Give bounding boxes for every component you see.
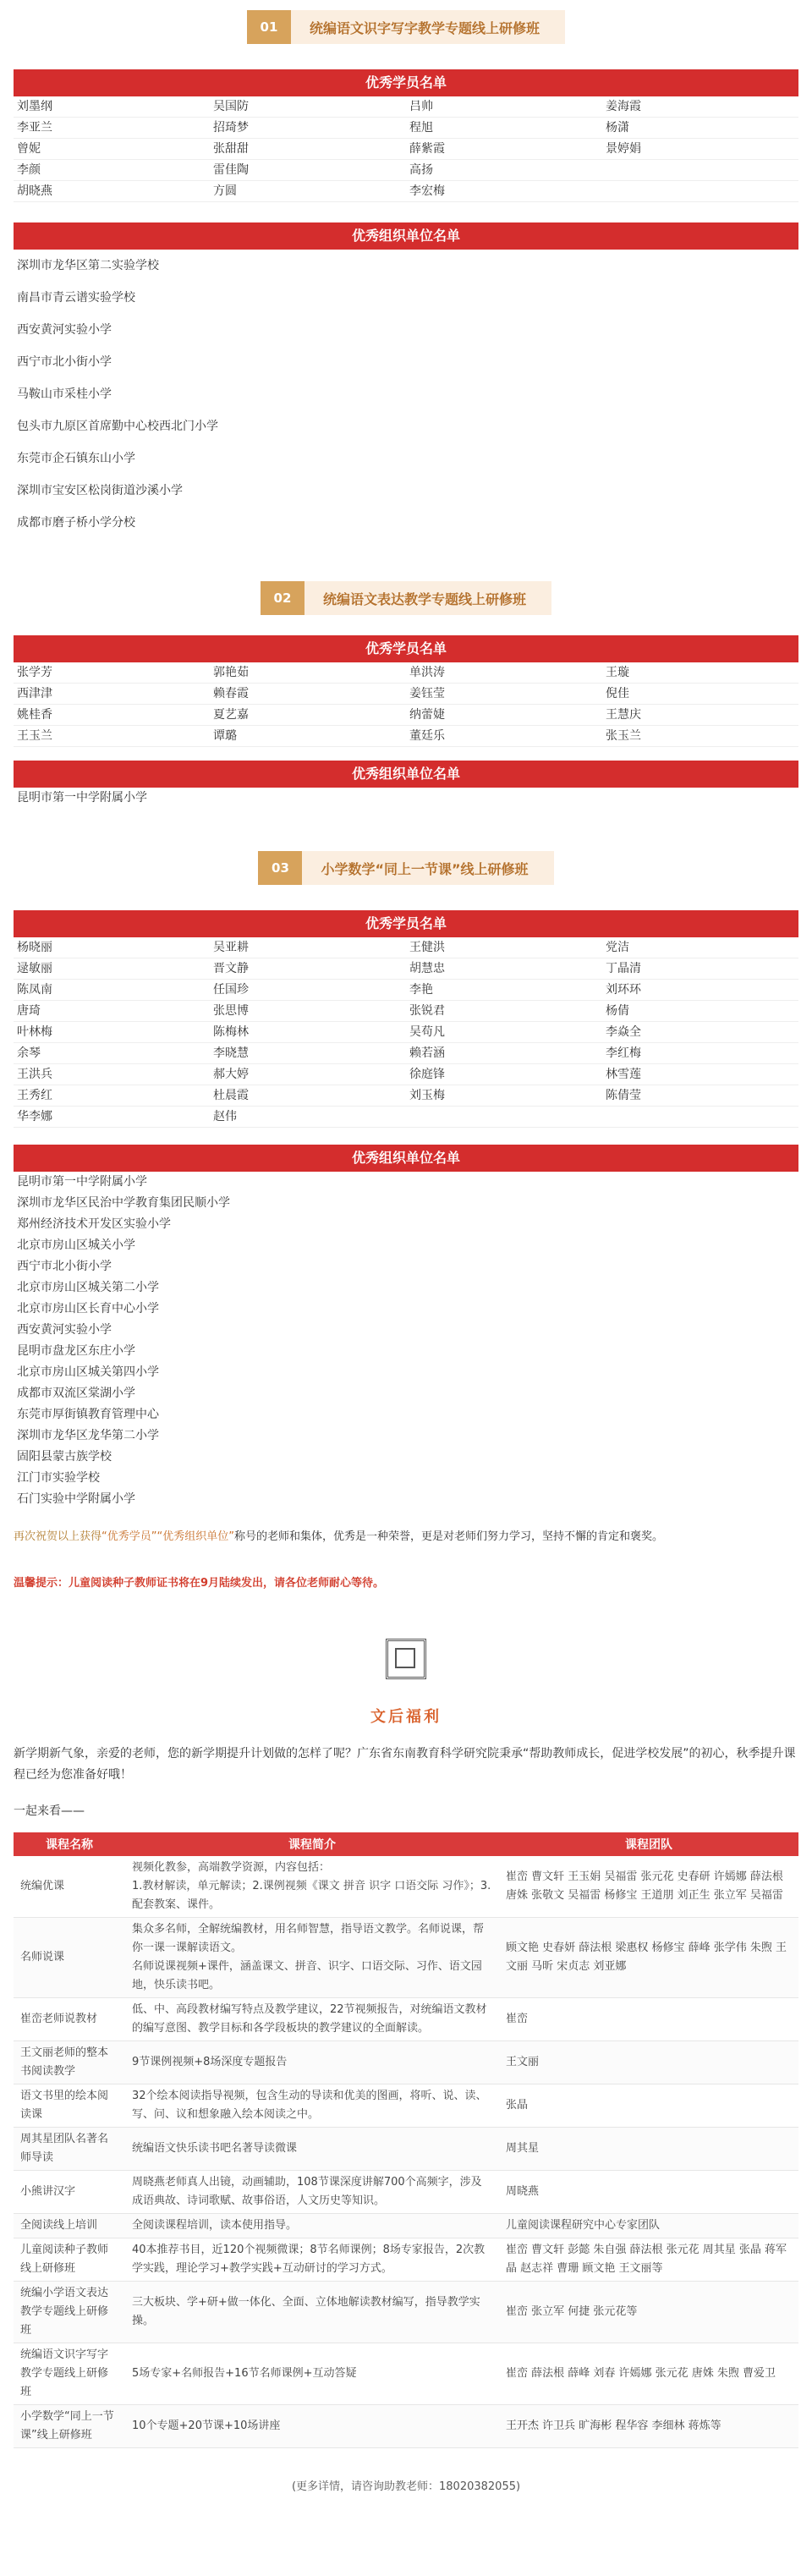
student-name: 华李娜 — [14, 1107, 210, 1128]
org-name: 北京市房山区城关第四小学 — [17, 1365, 159, 1379]
course-intro-cell: 32个绘本阅读指导视频，包含生动的导读和优美的图画，将听、说、读、写、问、议和想象融入绘本阅读之中。 — [125, 2084, 499, 2128]
welfare-title: 文后福利 — [370, 1708, 442, 1726]
student-name: 董廷乐 — [406, 726, 602, 747]
course-name-cell: 王文丽老师的整本书阅读教学 — [14, 2041, 125, 2084]
org-name: 石门实验中学附属小学 — [17, 1492, 135, 1506]
student-name: 张思博 — [210, 1001, 406, 1022]
course-intro-cell: 5场专家+名师报告+16节名师课例+互动答疑 — [125, 2343, 499, 2405]
student-name: 逯敏丽 — [14, 958, 210, 980]
org-name: 固阳县蒙古族学校 — [17, 1450, 112, 1464]
student-name: 李宏梅 — [406, 181, 602, 202]
student-name: 陈凤南 — [14, 980, 210, 1001]
student-name: 杨晓丽 — [14, 937, 210, 958]
note-part: “优秀学员”“优秀组织单位” — [102, 1530, 234, 1543]
student-name: 薛紫霞 — [406, 139, 602, 160]
reminder-note: 温馨提示：儿童阅读种子教师证书将在9月陆续发出，请各位老师耐心等待。 — [14, 1577, 385, 1590]
course-name-cell: 全阅读线上培训 — [14, 2214, 125, 2238]
student-name: 郭艳茹 — [210, 662, 406, 684]
student-name: 李亚兰 — [14, 118, 210, 139]
course-name-cell: 小熊讲汉字 — [14, 2171, 125, 2214]
course-name-cell: 语文书里的绘本阅读课 — [14, 2084, 125, 2128]
org-name: 包头市九原区首席勤中心校西北门小学 — [17, 420, 218, 433]
course-intro-cell: 三大板块、学+研+做一体化、全面、立体地解读教材编写，指导教学实操。 — [125, 2282, 499, 2343]
welfare-intro: 新学期新气象，亲爱的老师，您的新学期提升计划做的怎样了呢？广东省东南教育科学研究院秉承“帮助教师成长，促进学校发展”的初心，秋季提升课程已经为您准备好哦！ — [14, 1747, 796, 1782]
course-team-cell: 顾文艳 史春妍 薛法根 梁惠权 杨修宝 薛峰 张学伟 朱煦 王文丽 马昕 宋贞志 刘亚娜 — [499, 1918, 798, 1998]
org-name: 郑州经济技术开发区实验小学 — [17, 1217, 171, 1231]
course-team-cell: 儿童阅读课程研究中心专家团队 — [499, 2214, 798, 2238]
student-name: 姜钰莹 — [406, 684, 602, 705]
student-name: 刘墨纲 — [14, 96, 210, 118]
table-row — [14, 2214, 798, 2238]
course-team-cell: 崔峦 曹文轩 王玉娟 吴福雷 张元花 史春研 许嫣娜 薛法根 唐姝 张敬文 吴福雷 杨修宝 王道朋 刘正生 张立军 吴福雷 — [499, 1856, 798, 1918]
orgs-header: 优秀组织单位名单 — [14, 222, 798, 250]
student-name: 丁晶清 — [602, 958, 798, 980]
course-team-cell: 周晓燕 — [499, 2171, 798, 2214]
org-list — [14, 1172, 798, 1510]
student-name: 胡晓燕 — [14, 181, 210, 202]
org-name: 北京市房山区城关小学 — [17, 1239, 135, 1252]
student-name: 姜海霞 — [602, 96, 798, 118]
org-name: 成都市双流区棠湖小学 — [17, 1387, 135, 1400]
students-header: 优秀学员名单 — [14, 635, 798, 662]
section-number: 02 — [261, 581, 304, 615]
course-intro-cell: 9节课例视频+8场深度专题报告 — [125, 2041, 499, 2084]
course-intro-cell: 10个专题+20节课+10场讲座 — [125, 2405, 499, 2448]
course-intro-cell: 全阅读课程培训，读本使用指导。 — [125, 2214, 499, 2238]
student-name: 雷佳陶 — [210, 160, 406, 181]
table-row — [14, 2171, 798, 2214]
student-name: 程旭 — [406, 118, 602, 139]
student-name: 王璇 — [602, 662, 798, 684]
course-intro-cell: 视频化教参，高端教学资源，内容包括： 1.教材解读，单元解读；2.课例视频《课文 拼音 识字 口语交际 习作》；3.配套教案、课件。 — [125, 1856, 499, 1918]
course-intro-cell: 周晓燕老师真人出镜，动画辅助，108节课深度讲解700个高频字，涉及成语典故、诗词歌赋、故事俗语，人文历史等知识。 — [125, 2171, 499, 2214]
student-name: 刘环环 — [602, 980, 798, 1001]
course-name-cell: 统编小学语文表达教学专题线上研修班 — [14, 2282, 125, 2343]
org-name: 江门市实验学校 — [17, 1471, 100, 1485]
section-title-3 — [0, 851, 812, 885]
org-list — [14, 250, 798, 539]
org-name: 南昌市青云谱实验学校 — [17, 291, 135, 305]
student-name: 王秀红 — [14, 1085, 210, 1107]
col-header: 课程名称 — [14, 1832, 125, 1856]
org-name: 北京市房山区城关第二小学 — [17, 1281, 159, 1294]
student-name — [602, 181, 798, 202]
student-name: 吴国防 — [210, 96, 406, 118]
student-name: 刘玉梅 — [406, 1085, 602, 1107]
table-header-row — [14, 1832, 798, 1856]
table-row — [14, 1856, 798, 1918]
org-name: 东莞市企石镇东山小学 — [17, 452, 135, 465]
org-name: 昆明市第一中学附属小学 — [17, 1175, 147, 1189]
org-name: 深圳市龙华区龙华第二小学 — [17, 1429, 159, 1442]
course-team-cell: 崔峦 — [499, 1998, 798, 2041]
col-header: 课程简介 — [125, 1832, 499, 1856]
student-name: 单洪涛 — [406, 662, 602, 684]
course-name-cell: 统编语文识字写字教学专题线上研修班 — [14, 2343, 125, 2405]
note-part: 称号的老师和集体，优秀是一种荣誉，更是对老师们努力学习，坚持不懈的肯定和褒奖。 — [233, 1530, 663, 1543]
student-name — [602, 1107, 798, 1128]
course-name-cell: 小学数学“同上一节课”线上研修班 — [14, 2405, 125, 2448]
course-team-cell: 崔峦 曹文轩 彭懿 朱自强 薛法根 张元花 周其星 张晶 蒋军晶 赵志祥 曹珊 顾文艳 王文丽等 — [499, 2238, 798, 2282]
section-title-1 — [0, 10, 812, 44]
student-name: 王洪兵 — [14, 1064, 210, 1085]
course-team-cell: 崔峦 薛法根 薛峰 刘春 许嫣娜 张元花 唐姝 朱煦 曹爱卫 — [499, 2343, 798, 2405]
student-name: 纳蕾婕 — [406, 705, 602, 726]
student-name: 唐琦 — [14, 1001, 210, 1022]
course-team-cell: 王文丽 — [499, 2041, 798, 2084]
course-team-cell: 崔峦 张立军 何捷 张元花等 — [499, 2282, 798, 2343]
students-header: 优秀学员名单 — [14, 910, 798, 937]
table-row — [14, 2128, 798, 2171]
student-name: 王玉兰 — [14, 726, 210, 747]
course-name-cell: 统编优课 — [14, 1856, 125, 1918]
org-name: 西宁市北小街小学 — [17, 355, 112, 369]
org-name: 深圳市宝安区松岗街道沙溪小学 — [17, 484, 183, 497]
table-row — [14, 2238, 798, 2282]
course-team-cell: 王开杰 许卫兵 旷海彬 程华容 李细林 蒋炼等 — [499, 2405, 798, 2448]
section-title-text: 统编语文识字写字教学专题线上研修班 — [291, 10, 565, 44]
student-name: 李艳 — [406, 980, 602, 1001]
student-name: 西津津 — [14, 684, 210, 705]
student-name: 倪佳 — [602, 684, 798, 705]
student-name: 党洁 — [602, 937, 798, 958]
student-name: 景婷娟 — [602, 139, 798, 160]
org-name: 昆明市第一中学附属小学 — [17, 791, 147, 805]
student-grid — [14, 662, 798, 747]
col-header: 课程团队 — [499, 1832, 798, 1856]
table-row — [14, 1918, 798, 1998]
course-intro-cell: 40本推荐书目，近120个视频微课；8节名师课例；8场专家报告，2次教学实践，理论学习+教学实践+互动研讨的学习方式。 — [125, 2238, 499, 2282]
section-number: 03 — [258, 851, 302, 885]
student-name: 曾妮 — [14, 139, 210, 160]
course-name-cell: 周其星团队名著名师导读 — [14, 2128, 125, 2171]
section-number: 01 — [247, 10, 291, 44]
student-grid — [14, 937, 798, 1128]
student-grid — [14, 96, 798, 202]
student-name: 张学芳 — [14, 662, 210, 684]
course-intro-cell: 低、中、高段教材编写特点及教学建议，22节视频报告，对统编语文教材的编写意图、教学目标和各学段板块的教学建议的全面解读。 — [125, 1998, 499, 2041]
note-part: 再次祝贺以上获得 — [14, 1530, 102, 1543]
student-name: 姚桂香 — [14, 705, 210, 726]
student-name: 方圆 — [210, 181, 406, 202]
student-name: 张锐君 — [406, 1001, 602, 1022]
student-name — [406, 1107, 602, 1128]
congrats-note — [14, 1527, 798, 1543]
org-name: 北京市房山区长育中心小学 — [17, 1302, 159, 1315]
table-row — [14, 2041, 798, 2084]
student-name: 吕帅 — [406, 96, 602, 118]
student-name: 郝大婷 — [210, 1064, 406, 1085]
org-list — [14, 788, 798, 809]
student-name: 王慧庆 — [602, 705, 798, 726]
course-intro-cell: 集众多名师，全解统编教材，用名师智慧，指导语文教学。名师说课，帮你一课一课解读语文。 名师说课视频+课件，涵盖课文、拼音、识字、口语交际、习作、语文园地，快乐读书吧。 — [125, 1918, 499, 1998]
course-team-cell: 张晶 — [499, 2084, 798, 2128]
student-name: 李焱全 — [602, 1022, 798, 1043]
org-name: 深圳市龙华区第二实验学校 — [17, 259, 159, 272]
section-title-text: 统编语文表达教学专题线上研修班 — [304, 581, 551, 615]
student-name: 夏艺嘉 — [210, 705, 406, 726]
student-name: 赵伟 — [210, 1107, 406, 1128]
contact-footer: (更多详情，请咨询助教老师：18020382055) — [291, 2480, 521, 2493]
student-name: 叶林梅 — [14, 1022, 210, 1043]
student-name: 任国珍 — [210, 980, 406, 1001]
student-name: 余琴 — [14, 1043, 210, 1064]
org-name: 西宁市北小街小学 — [17, 1260, 112, 1273]
section-title-text: 小学数学“同上一节课”线上研修班 — [302, 851, 553, 885]
student-name: 李颜 — [14, 160, 210, 181]
student-name: 晋文静 — [210, 958, 406, 980]
students-header: 优秀学员名单 — [14, 69, 798, 96]
course-name-cell: 儿童阅读种子教师线上研修班 — [14, 2238, 125, 2282]
table-row — [14, 2405, 798, 2448]
student-name: 李红梅 — [602, 1043, 798, 1064]
org-name: 深圳市龙华区民治中学教育集团民顺小学 — [17, 1196, 230, 1210]
org-name: 西安黄河实验小学 — [17, 323, 112, 337]
student-name: 张玉兰 — [602, 726, 798, 747]
student-name: 高扬 — [406, 160, 602, 181]
student-name: 王健洪 — [406, 937, 602, 958]
student-name: 陈倩莹 — [602, 1085, 798, 1107]
course-table — [14, 1832, 798, 2448]
window-frame-icon — [386, 1639, 426, 1679]
org-name: 昆明市盘龙区东庄小学 — [17, 1344, 135, 1358]
student-name: 吴亚耕 — [210, 937, 406, 958]
course-intro-cell: 统编语文快乐读书吧名著导读微课 — [125, 2128, 499, 2171]
student-name: 胡慧忠 — [406, 958, 602, 980]
section-title-2 — [0, 581, 812, 615]
course-team-cell: 周其星 — [499, 2128, 798, 2171]
orgs-header: 优秀组织单位名单 — [14, 761, 798, 788]
student-name: 杨倩 — [602, 1001, 798, 1022]
student-name: 杜晨霞 — [210, 1085, 406, 1107]
orgs-header: 优秀组织单位名单 — [14, 1145, 798, 1172]
table-row — [14, 2343, 798, 2405]
org-name: 东莞市厚街镇教育管理中心 — [17, 1408, 159, 1421]
student-name: 张甜甜 — [210, 139, 406, 160]
student-name: 谭璐 — [210, 726, 406, 747]
course-name-cell: 名师说课 — [14, 1918, 125, 1998]
student-name — [602, 160, 798, 181]
org-name: 马鞍山市采桂小学 — [17, 387, 112, 401]
student-name: 赖春霞 — [210, 684, 406, 705]
student-name: 徐庭锋 — [406, 1064, 602, 1085]
student-name: 杨潇 — [602, 118, 798, 139]
table-row — [14, 2084, 798, 2128]
course-name-cell: 崔峦老师说教材 — [14, 1998, 125, 2041]
org-name: 西安黄河实验小学 — [17, 1323, 112, 1337]
org-name: 成都市磨子桥小学分校 — [17, 516, 135, 530]
student-name: 吴苟凡 — [406, 1022, 602, 1043]
student-name: 陈梅林 — [210, 1022, 406, 1043]
student-name: 李晓慧 — [210, 1043, 406, 1064]
student-name: 赖若涵 — [406, 1043, 602, 1064]
table-row — [14, 2282, 798, 2343]
student-name: 林雪莲 — [602, 1064, 798, 1085]
student-name: 招琦梦 — [210, 118, 406, 139]
table-row — [14, 1998, 798, 2041]
welfare-lead: 一起来看—— — [14, 1804, 85, 1818]
